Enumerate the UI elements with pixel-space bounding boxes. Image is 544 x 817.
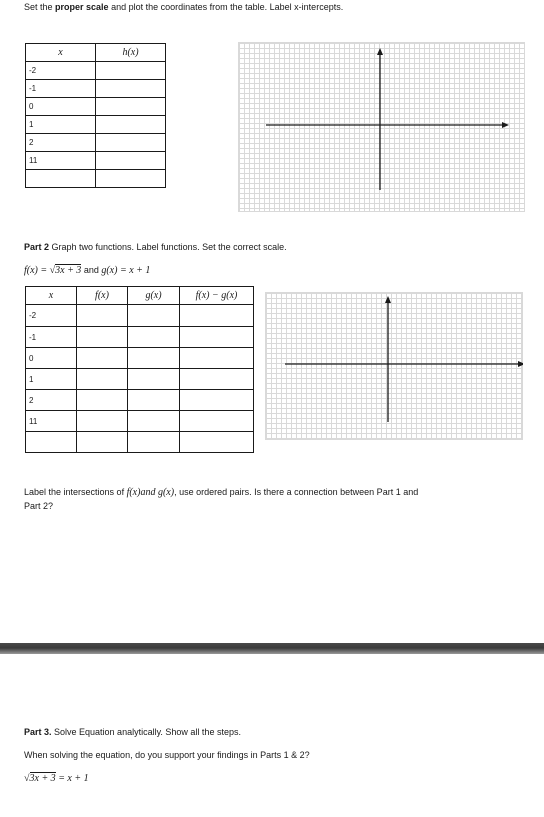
- y-axis-arrow-icon: [377, 48, 383, 55]
- gx-cell[interactable]: [128, 432, 180, 453]
- x-cell: -2: [26, 305, 77, 327]
- fx-cell[interactable]: [77, 348, 128, 369]
- header-gx: g(x): [128, 287, 180, 305]
- header-x: x: [26, 44, 96, 62]
- x-cell: 1: [26, 116, 96, 134]
- x-cell: -2: [26, 62, 96, 80]
- header-fx: f(x): [77, 287, 128, 305]
- x-cell: 1: [26, 369, 77, 390]
- hx-cell[interactable]: [96, 80, 166, 98]
- header-x: x: [26, 287, 77, 305]
- fx-cell[interactable]: [77, 305, 128, 327]
- part2-question-line2: Part 2?: [24, 501, 54, 511]
- x-cell: 11: [26, 411, 77, 432]
- part1-axes: [238, 42, 525, 212]
- sqrt-icon: √: [24, 773, 30, 784]
- part2-question: [24, 487, 418, 498]
- fx-cell[interactable]: [77, 411, 128, 432]
- page-divider: [0, 643, 544, 654]
- gx-cell[interactable]: [128, 327, 180, 348]
- instruction-post: and plot the coordinates from the table. Label x-intercepts.: [108, 2, 344, 12]
- part3-label: Part 3.: [24, 727, 52, 737]
- hx-cell[interactable]: [96, 98, 166, 116]
- part2-table: [25, 286, 254, 453]
- x-cell: -1: [26, 80, 96, 98]
- formula-and: and: [81, 265, 102, 275]
- diff-cell[interactable]: [180, 411, 254, 432]
- diff-cell[interactable]: [180, 432, 254, 453]
- diff-cell[interactable]: [180, 390, 254, 411]
- header-fx-minus-gx: f(x) − g(x): [180, 287, 254, 305]
- gx-cell[interactable]: [128, 390, 180, 411]
- equation-rhs: = x + 1: [55, 773, 89, 784]
- x-cell: 2: [26, 390, 77, 411]
- question-post: , use ordered pairs. Is there a connection between Part 1 and: [174, 487, 419, 497]
- diff-cell[interactable]: [180, 348, 254, 369]
- hx-cell[interactable]: [96, 134, 166, 152]
- part2-formula: [24, 265, 150, 276]
- hx-cell[interactable]: [96, 170, 166, 188]
- part1-instruction: [24, 2, 343, 13]
- formula-f-lhs: f(x) =: [24, 265, 50, 276]
- part1-table: [25, 43, 166, 188]
- part3-heading: [24, 727, 241, 738]
- equation-radicand: 3x + 3: [29, 773, 56, 784]
- fx-cell[interactable]: [77, 432, 128, 453]
- x-cell: 0: [26, 98, 96, 116]
- part3-text: Solve Equation analytically. Show all the steps.: [51, 727, 241, 737]
- part2-label: Part 2: [24, 242, 50, 252]
- gx-cell[interactable]: [128, 305, 180, 327]
- hx-cell[interactable]: [96, 62, 166, 80]
- x-cell: [26, 432, 77, 453]
- part3-equation: [24, 773, 89, 784]
- diff-cell[interactable]: [180, 369, 254, 390]
- x-cell: [26, 170, 96, 188]
- question-math: f(x)and g(x): [126, 487, 175, 498]
- x-axis-arrow-icon: [502, 122, 509, 128]
- formula-f-radicand: 3x + 3: [55, 265, 82, 276]
- formula-g: g(x) = x + 1: [101, 265, 151, 276]
- part2-axes: [265, 292, 523, 440]
- instruction-pre: Set the: [24, 2, 56, 12]
- fx-cell[interactable]: [77, 327, 128, 348]
- x-cell: 11: [26, 152, 96, 170]
- gx-cell[interactable]: [128, 348, 180, 369]
- x-cell: 2: [26, 134, 96, 152]
- x-cell: 0: [26, 348, 77, 369]
- x-axis-arrow-icon: [518, 361, 523, 367]
- hx-cell[interactable]: [96, 152, 166, 170]
- x-cell: -1: [26, 327, 77, 348]
- question-pre: Label the intersections of: [24, 487, 127, 497]
- diff-cell[interactable]: [180, 305, 254, 327]
- gx-cell[interactable]: [128, 411, 180, 432]
- sqrt-icon: √: [49, 265, 56, 276]
- part2-text: Graph two functions. Label functions. Set the correct scale.: [49, 242, 287, 252]
- header-hx: h(x): [96, 44, 166, 62]
- instruction-bold: proper scale: [55, 2, 109, 12]
- fx-cell[interactable]: [77, 390, 128, 411]
- diff-cell[interactable]: [180, 327, 254, 348]
- y-axis-arrow-icon: [385, 296, 391, 303]
- fx-cell[interactable]: [77, 369, 128, 390]
- gx-cell[interactable]: [128, 369, 180, 390]
- part3-question: When solving the equation, do you support your findings in Parts 1 & 2?: [24, 750, 310, 760]
- hx-cell[interactable]: [96, 116, 166, 134]
- part2-heading: [24, 242, 287, 253]
